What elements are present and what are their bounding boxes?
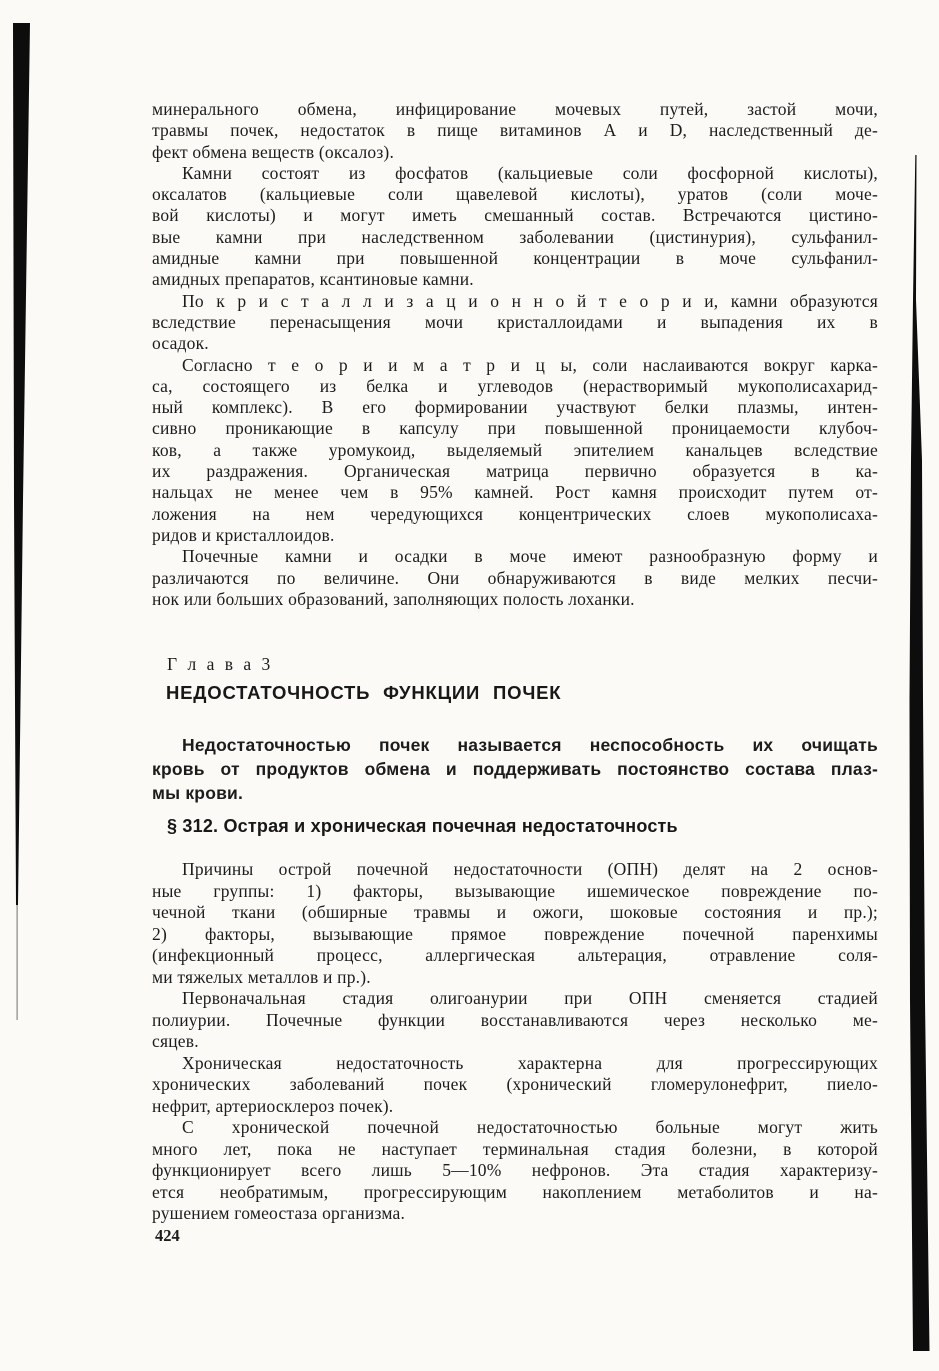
text-line: ков, а также уромукоид, выделяемый эпителием канальцев вследствие xyxy=(152,439,878,460)
text-line: много лет, пока не наступает терминальная стадия болезни, в которой xyxy=(152,1138,878,1159)
lead-paragraph xyxy=(152,733,878,805)
text-line: нок или больших образований, заполняющих полость лоханки. xyxy=(152,588,635,609)
paragraph xyxy=(152,1117,878,1225)
text-line: их раздражения. Органическая матрица первично образуется в ка- xyxy=(152,461,878,482)
text-line: амидных препаратов, ксантиновые камни. xyxy=(152,269,474,290)
text-line: функционирует всего лишь 5—10% нефронов. Эта стадия характеризу- xyxy=(152,1160,878,1180)
text-line: сивно проникающие в капсулу при повышенной проницаемости клубоч- xyxy=(152,418,878,439)
text-line: ложения на нем чередующихся концентрических слоев мукополисаха- xyxy=(152,503,878,524)
text-line: кровь от продуктов обмена и поддерживать постоянство состава плаз- xyxy=(152,759,878,779)
text-line: 2) факторы, вызывающие прямое повреждение почечной паренхимы xyxy=(152,923,878,944)
text-line: Хроническая недостаточность характерна для прогрессирующих xyxy=(182,1052,878,1073)
text-line: оксалатов (кальциевые соли щавелевой кислоты), уратов (соли моче- xyxy=(152,184,878,205)
text-line: ридов и кристаллоидов. xyxy=(152,524,335,545)
scan-artifact-left-bar-tail xyxy=(16,905,18,1020)
text-line: (инфекционный процесс, аллергическая альтерация, отравление соля- xyxy=(152,945,878,965)
text-line: полиурии. Почечные функции восстанавливаются через несколько ме- xyxy=(152,1009,878,1030)
text-line: нальцах не менее чем в 95% камней. Рост камня происходит путем от- xyxy=(152,482,878,503)
paragraph xyxy=(152,988,878,1053)
text-line: мы крови. xyxy=(152,783,244,803)
text-line: фект обмена веществ (оксалоз). xyxy=(152,141,395,162)
paragraph xyxy=(152,546,878,610)
paragraph xyxy=(152,355,878,547)
text-line: травмы почек, недостаток в пище витаминов А и D, наследственный де- xyxy=(152,120,878,141)
paragraph xyxy=(152,291,878,355)
text-line: вой кислоты) и могут иметь смешанный состав. Встречаются цистино- xyxy=(152,205,878,226)
page-number: 424 xyxy=(155,1226,180,1245)
chapter-title: НЕДОСТАТОЧНОСТЬ ФУНКЦИИ ПОЧЕК xyxy=(166,682,562,703)
paragraph xyxy=(152,163,878,291)
text-line: различаются по величине. Они обнаруживаются в виде мелких песчи- xyxy=(152,567,878,588)
text-line: осадок. xyxy=(152,333,209,354)
text-line: ные группы: 1) факторы, вызывающие ишемическое повреждение по- xyxy=(152,880,878,901)
chapter-label: Г л а в а 3 xyxy=(167,654,274,674)
text-line: чечной ткани (обширные травмы и ожоги, шоковые состояния и пр.); xyxy=(152,902,878,922)
paragraph xyxy=(152,1053,878,1118)
text-line: вследствие перенасыщения мочи кристаллоидами и выпадения их в xyxy=(152,311,878,332)
paragraph xyxy=(152,99,878,163)
text-line: Первоначальная стадия олигоанурии при ОПН сменяется стадией xyxy=(182,988,878,1008)
text-line: Недостаточностью почек называется неспособность их очищать xyxy=(182,735,878,755)
text-line: ный комплекс). В его формировании участвуют белки плазмы, интен- xyxy=(152,397,878,418)
text-line: Согласно т е о р и и м а т р и ц ы, соли наслаиваются вокруг карка- xyxy=(182,354,878,375)
scan-artifact-right-bar xyxy=(910,155,930,1351)
scan-artifact-left-bar xyxy=(13,23,30,905)
text-line: Причины острой почечной недостаточности (ОПН) делят на 2 основ- xyxy=(182,859,878,879)
text-line: вые камни при наследственном заболевании (цистинурия), сульфанил- xyxy=(152,226,878,247)
text-line: Камни состоят из фосфатов (кальциевые соли фосфорной кислоты), xyxy=(182,162,878,183)
text-line: ется необратимым, прогрессирующим накоплением метаболитов и на- xyxy=(152,1181,878,1202)
text-line: По к р и с т а л л и з а ц и о н н о й т е о р и и, камни образуются xyxy=(182,290,878,311)
text-line: сяцев. xyxy=(152,1031,199,1051)
section-heading: § 312. Острая и хроническая почечная недостаточность xyxy=(167,816,678,836)
text-line: С хронической почечной недостаточностью больные могут жить xyxy=(182,1117,878,1137)
text-line: са, состоящего из белка и углеводов (нерастворимый мукополисахарид- xyxy=(152,375,878,396)
body-text-bottom xyxy=(152,859,878,1225)
paragraph xyxy=(152,859,878,988)
text-line: минерального обмена, инфицирование мочевых путей, застой мочи, xyxy=(152,99,878,119)
text-line: хронических заболеваний почек (хронический гломерулонефрит, пиело- xyxy=(152,1074,878,1094)
text-line: Почечные камни и осадки в моче имеют разнообразную форму и xyxy=(182,546,878,567)
body-text-top xyxy=(152,99,878,610)
paragraph xyxy=(152,733,878,805)
text-line: ми тяжелых металлов и пр.). xyxy=(152,966,371,987)
text-line: амидные камни при повышенной концентрации в моче сульфанил- xyxy=(152,248,878,269)
text-line: рушением гомеостаза организма. xyxy=(152,1203,406,1223)
text-line: нефрит, артериосклероз почек). xyxy=(152,1095,394,1116)
